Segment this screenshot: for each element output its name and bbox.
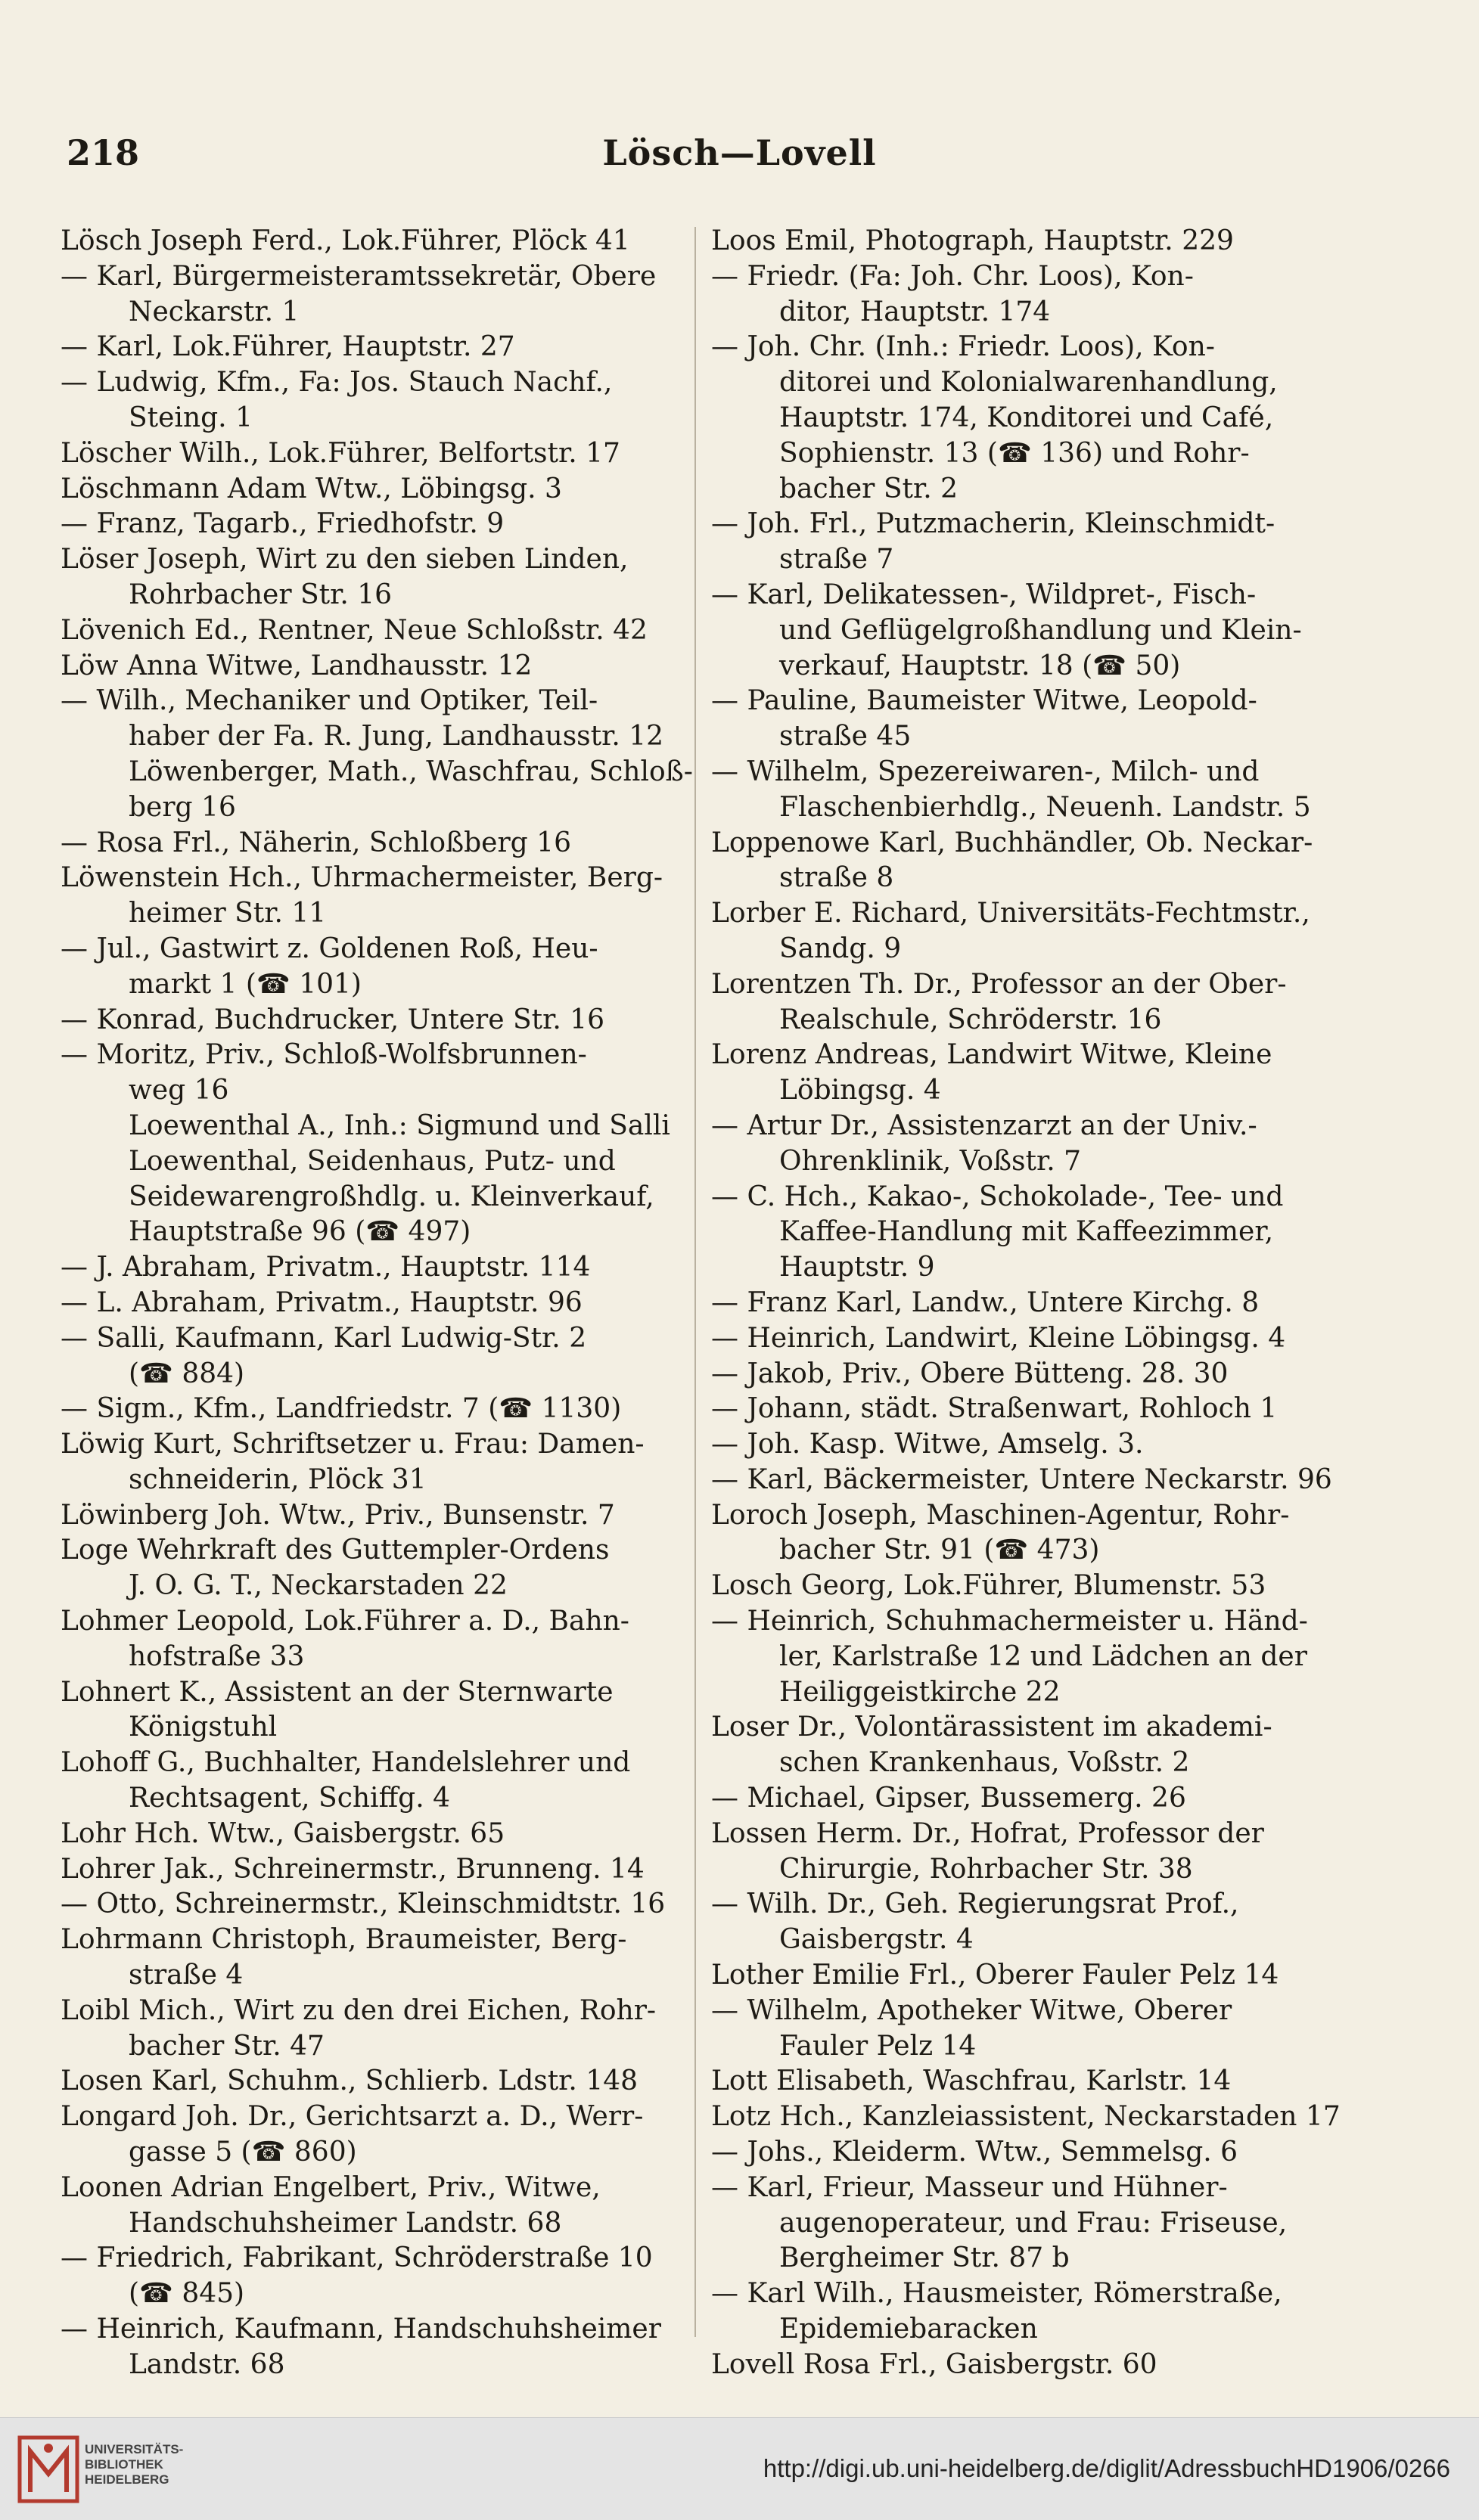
left-directory-line: Lohr Hch. Wtw., Gaisbergstr. 65: [61, 1817, 505, 1849]
right-directory-line: Löbingsg. 4: [779, 1075, 941, 1106]
left-directory-line: Lövenich Ed., Rentner, Neue Schloßstr. 42: [61, 614, 648, 646]
left-directory-line: Löscher Wilh., Lok.Führer, Belfortstr. 17: [61, 437, 620, 469]
left-directory-line: Seidewarengroßhdlg. u. Kleinverkauf,: [129, 1181, 654, 1212]
right-directory-line: Fauler Pelz 14: [779, 2030, 977, 2062]
right-directory-line: Loser Dr., Volontärassistent im akademi-: [711, 1712, 1272, 1743]
left-directory-line: hofstraße 33: [129, 1640, 305, 1672]
left-directory-line: Löwenberger, Math., Waschfrau, Schloß-: [129, 756, 693, 787]
right-directory-line: ditor, Hauptstr. 174: [779, 296, 1051, 327]
left-directory-line: Löser Joseph, Wirt zu den sieben Linden,: [61, 544, 629, 576]
page-header: [0, 132, 1479, 185]
left-directory-line: Loewenthal, Seidenhaus, Putz- und: [129, 1145, 616, 1177]
left-directory-line: Longard Joh. Dr., Gerichtsarzt a. D., Werr-: [61, 2101, 644, 2133]
column-divider: [694, 227, 696, 2337]
right-directory-line: — Pauline, Baumeister Witwe, Leopold-: [711, 685, 1257, 717]
right-directory-line: Flaschenbierhdlg., Neuenh. Landstr. 5: [779, 791, 1311, 823]
left-directory-line: Löwinberg Joh. Wtw., Priv., Bunsenstr. 7: [61, 1499, 615, 1531]
left-directory-line: Loibl Mich., Wirt zu den drei Eichen, Rohr-: [61, 1994, 657, 2026]
left-directory-line: markt 1 (☎ 101): [129, 968, 362, 1000]
right-directory-line: — Michael, Gipser, Bussemerg. 26: [711, 1783, 1186, 1814]
right-directory-line: Kaffee-Handlung mit Kaffeezimmer,: [779, 1216, 1274, 1248]
left-directory-line: — Karl, Lok.Führer, Hauptstr. 27: [61, 331, 515, 363]
left-directory-line: Lohmer Leopold, Lok.Führer a. D., Bahn-: [61, 1606, 629, 1637]
footer-bar: [0, 2417, 1479, 2520]
right-directory-line: Sophienstr. 13 (☎ 136) und Rohr-: [779, 437, 1250, 469]
left-directory-line: Löschmann Adam Wtw., Löbingsg. 3: [61, 473, 562, 504]
right-directory-line: bacher Str. 91 (☎ 473): [779, 1535, 1100, 1566]
left-directory-line: Loge Wehrkraft des Guttempler-Ordens: [61, 1535, 610, 1566]
right-directory-line: Ohrenklinik, Voßstr. 7: [779, 1145, 1082, 1177]
left-directory-line: — Wilh., Mechaniker und Optiker, Teil-: [61, 685, 598, 717]
left-directory-line: — Ludwig, Kfm., Fa: Jos. Stauch Nachf.,: [61, 367, 613, 399]
right-directory-line: Hauptstr. 174, Konditorei und Café,: [779, 402, 1274, 433]
right-directory-line: Lovell Rosa Frl., Gaisbergstr. 60: [711, 2348, 1157, 2380]
left-directory-line: — Moritz, Priv., Schloß-Wolfsbrunnen-: [61, 1039, 587, 1071]
left-directory-line: schneiderin, Plöck 31: [129, 1463, 427, 1495]
right-directory-line: Lott Elisabeth, Waschfrau, Karlstr. 14: [711, 2065, 1232, 2097]
right-directory-line: — Karl, Delikatessen-, Wildpret-, Fisch-: [711, 579, 1257, 610]
left-directory-line: berg 16: [129, 791, 236, 823]
right-directory-line: straße 7: [779, 544, 894, 576]
right-directory-line: Gaisbergstr. 4: [779, 1924, 974, 1956]
right-directory-line: Hauptstr. 9: [779, 1252, 935, 1283]
left-directory-line: — Rosa Frl., Näherin, Schloßberg 16: [61, 827, 571, 858]
right-directory-line: — Johs., Kleiderm. Wtw., Semmelsg. 6: [711, 2137, 1238, 2168]
right-directory-line: Lorber E. Richard, Universitäts-Fechtmstr.,: [711, 898, 1310, 929]
left-directory-line: straße 4: [129, 1960, 244, 1991]
right-directory-line: Loroch Joseph, Maschinen-Agentur, Rohr-: [711, 1499, 1290, 1531]
left-directory-line: Rechtsagent, Schiffg. 4: [129, 1783, 450, 1814]
left-directory-line: Lohnert K., Assistent an der Sternwarte: [61, 1676, 614, 1708]
right-directory-line: verkauf, Hauptstr. 18 (☎ 50): [779, 650, 1181, 681]
left-directory-line: Königstuhl: [129, 1712, 278, 1743]
left-directory-line: (☎ 845): [129, 2278, 245, 2310]
left-directory-line: Lösch Joseph Ferd., Lok.Führer, Plöck 41: [61, 225, 630, 256]
source-url-link[interactable]: http://digi.ub.uni-heidelberg.de/diglit/AdressbuchHD1906/0266: [763, 2454, 1450, 2482]
left-directory-line: Löwenstein Hch., Uhrmachermeister, Berg-: [61, 862, 663, 894]
right-directory-line: — C. Hch., Kakao-, Schokolade-, Tee- und: [711, 1181, 1284, 1212]
left-directory-line: Rohrbacher Str. 16: [129, 579, 393, 610]
right-directory-line: — Artur Dr., Assistenzarzt an der Univ.-: [711, 1109, 1257, 1141]
right-directory-line: — Jakob, Priv., Obere Bütteng. 28. 30: [711, 1358, 1229, 1389]
right-directory-line: — Wilh. Dr., Geh. Regierungsrat Prof.,: [711, 1888, 1239, 1920]
right-directory-line: Lorentzen Th. Dr., Professor an der Ober-: [711, 968, 1287, 1000]
left-directory-line: Neckarstr. 1: [129, 296, 300, 327]
right-directory-line: Sandg. 9: [779, 933, 902, 964]
right-directory-line: — Wilhelm, Spezereiwaren-, Milch- und: [711, 756, 1260, 787]
right-directory-line: — Joh. Kasp. Witwe, Amselg. 3.: [711, 1429, 1144, 1460]
right-directory-line: — Joh. Frl., Putzmacherin, Kleinschmidt-: [711, 508, 1275, 540]
left-directory-line: Landstr. 68: [129, 2348, 285, 2380]
right-directory-line: schen Krankenhaus, Voßstr. 2: [779, 1747, 1190, 1779]
left-directory-line: Löw Anna Witwe, Landhausstr. 12: [61, 650, 533, 681]
right-directory-line: Heiliggeistkirche 22: [779, 1676, 1061, 1708]
left-directory-line: gasse 5 (☎ 860): [129, 2137, 357, 2168]
left-directory-line: Losen Karl, Schuhm., Schlierb. Ldstr. 148: [61, 2065, 639, 2097]
left-directory-line: Loonen Adrian Engelbert, Priv., Witwe,: [61, 2171, 601, 2203]
right-directory-line: Lotz Hch., Kanzleiassistent, Neckarstaden 17: [711, 2101, 1341, 2133]
left-directory-line: haber der Fa. R. Jung, Landhausstr. 12: [129, 721, 664, 753]
page-number: 218: [67, 132, 140, 173]
left-directory-line: heimer Str. 11: [129, 898, 327, 929]
right-directory-line: — Karl Wilh., Hausmeister, Römerstraße,: [711, 2278, 1282, 2310]
left-directory-line: J. O. G. T., Neckarstaden 22: [129, 1570, 508, 1602]
left-directory-line: — Franz, Tagarb., Friedhofstr. 9: [61, 508, 505, 540]
right-directory-line: — Friedr. (Fa: Joh. Chr. Loos), Kon-: [711, 260, 1194, 292]
right-directory-line: Bergheimer Str. 87 b: [779, 2242, 1070, 2274]
left-directory-line: — Heinrich, Kaufmann, Handschuhsheimer: [61, 2314, 661, 2345]
right-directory-line: ditorei und Kolonialwarenhandlung,: [779, 367, 1278, 399]
left-directory-line: Handschuhsheimer Landstr. 68: [129, 2207, 562, 2239]
library-name-line: UNIVERSITÄTS-: [85, 2442, 184, 2456]
library-name-line: HEIDELBERG: [85, 2472, 169, 2487]
right-directory-line: Realschule, Schröderstr. 16: [779, 1004, 1162, 1035]
left-directory-line: Lohrer Jak., Schreinermstr., Brunneng. 14: [61, 1853, 645, 1885]
left-directory-line: — L. Abraham, Privatm., Hauptstr. 96: [61, 1286, 583, 1318]
right-directory-line: Epidemiebaracken: [779, 2314, 1038, 2345]
library-name: [85, 2442, 183, 2487]
right-directory-line: straße 45: [779, 721, 912, 753]
left-directory-line: Steing. 1: [129, 402, 253, 433]
right-directory-line: Lother Emilie Frl., Oberer Fauler Pelz 14: [711, 1960, 1279, 1991]
right-directory-line: — Heinrich, Landwirt, Kleine Löbingsg. 4: [711, 1322, 1286, 1354]
right-directory-line: straße 8: [779, 862, 894, 894]
university-library-logo-icon: [17, 2435, 80, 2504]
right-directory-line: bacher Str. 2: [779, 473, 958, 504]
right-directory-line: — Johann, städt. Straßenwart, Rohloch 1: [711, 1393, 1278, 1425]
right-directory-line: ler, Karlstraße 12 und Lädchen an der: [779, 1640, 1307, 1672]
left-directory-line: — Konrad, Buchdrucker, Untere Str. 16: [61, 1004, 605, 1035]
left-directory-line: weg 16: [129, 1075, 229, 1106]
right-directory-line: und Geflügelgroßhandlung und Klein-: [779, 614, 1302, 646]
left-directory-line: — Otto, Schreinermstr., Kleinschmidtstr. 16: [61, 1888, 666, 1920]
right-directory-line: — Karl, Frieur, Masseur und Hühner-: [711, 2171, 1228, 2203]
right-directory-line: — Wilhelm, Apotheker Witwe, Oberer: [711, 1994, 1232, 2026]
left-directory-line: — Karl, Bürgermeisteramtssekretär, Obere: [61, 260, 657, 292]
library-name-line: BIBLIOTHEK: [85, 2457, 163, 2472]
right-directory-line: Lossen Herm. Dr., Hofrat, Professor der: [711, 1817, 1264, 1849]
left-directory-line: — Salli, Kaufmann, Karl Ludwig-Str. 2: [61, 1322, 587, 1354]
right-directory-line: Chirurgie, Rohrbacher Str. 38: [779, 1853, 1193, 1885]
left-directory-line: — Sigm., Kfm., Landfriedstr. 7 (☎ 1130): [61, 1393, 622, 1425]
right-directory-line: Losch Georg, Lok.Führer, Blumenstr. 53: [711, 1570, 1266, 1602]
left-directory-line: — Jul., Gastwirt z. Goldenen Roß, Heu-: [61, 933, 598, 964]
left-directory-line: Hauptstraße 96 (☎ 497): [129, 1216, 471, 1248]
right-directory-line: Loos Emil, Photograph, Hauptstr. 229: [711, 225, 1234, 256]
left-directory-line: — J. Abraham, Privatm., Hauptstr. 114: [61, 1252, 591, 1283]
right-column: [711, 224, 1353, 2380]
left-directory-line: — Friedrich, Fabrikant, Schröderstraße 10: [61, 2242, 653, 2274]
right-directory-line: — Joh. Chr. (Inh.: Friedr. Loos), Kon-: [711, 331, 1215, 363]
right-directory-line: Lorenz Andreas, Landwirt Witwe, Kleine: [711, 1039, 1272, 1071]
left-directory-line: Lohrmann Christoph, Braumeister, Berg-: [61, 1924, 627, 1956]
left-directory-line: (☎ 884): [129, 1358, 245, 1389]
right-directory-line: — Franz Karl, Landw., Untere Kirchg. 8: [711, 1286, 1260, 1318]
running-head: Lösch—Lovell: [602, 132, 877, 173]
left-directory-line: bacher Str. 47: [129, 2030, 325, 2062]
right-directory-line: — Karl, Bäckermeister, Untere Neckarstr. 96: [711, 1463, 1332, 1495]
right-directory-line: — Heinrich, Schuhmachermeister u. Händ-: [711, 1606, 1308, 1637]
right-directory-line: Loppenowe Karl, Buchhändler, Ob. Neckar-: [711, 827, 1313, 858]
left-directory-line: Lohoff G., Buchhalter, Handelslehrer und: [61, 1747, 631, 1779]
right-directory-line: augenoperateur, und Frau: Friseuse,: [779, 2207, 1288, 2239]
left-directory-line: Löwig Kurt, Schriftsetzer u. Frau: Damen-: [61, 1429, 645, 1460]
left-column: [61, 224, 702, 2380]
left-directory-line: Loewenthal A., Inh.: Sigmund und Salli: [129, 1109, 670, 1141]
